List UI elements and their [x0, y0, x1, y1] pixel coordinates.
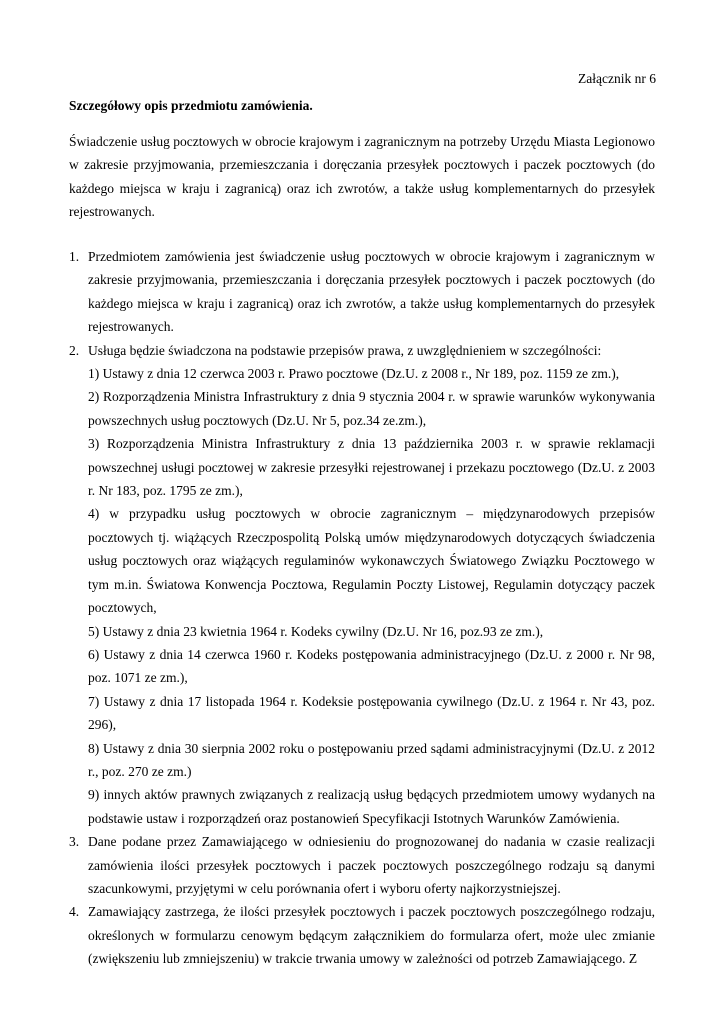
legal-basis-item: 6) Ustawy z dnia 14 czerwca 1960 r. Kodeks postępowania administracyjnego (Dz.U. z 2000 r. Nr 98, poz. 1071 ze zm.),	[88, 646, 655, 686]
list-item-text: Przedmiotem zamówienia jest świadczenie usług pocztowych w obrocie krajowym i zagranicznym w zakresie przyjmowania, przemieszczania i doręczania przesyłek pocztowych i paczek pocztowych (do każdego miejsca w kraju i zagranicą) oraz ich zwrotów, a także usług komplementarnych do przesyłek rejestrowanych.	[88, 249, 655, 335]
legal-basis-item: 5) Ustawy z dnia 23 kwietnia 1964 r. Kodeks cywilny (Dz.U. Nr 16, poz.93 ze zm.),	[88, 623, 544, 639]
list-item-1	[69, 245, 655, 339]
list-item-text: Zamawiający zastrzega, że ilości przesyłek pocztowych i paczek pocztowych poszczególnego rodzaju, określonych w formularzu cenowym będącym załącznikiem do formularza ofert, może ulec zmianie (zwiększeniu lub zmniejszeniu) w trakcie trwania umowy w zależności od potrzeb Zamawiającego. Z	[88, 904, 655, 967]
intro-paragraph: Świadczenie usług pocztowych w obrocie krajowym i zagranicznym na potrzeby Urzędu Miasta Legionowo w zakresie przyjmowania, przemieszczania i doręczania przesyłek pocztowych i paczek pocztowych (do każdego miejsca w kraju i zagranicą) oraz ich zwrotów, a także usług komplementarnych do przesyłek rejestrowanych.	[69, 134, 655, 220]
list-item-number: 2.	[69, 342, 80, 358]
legal-basis-item: 4) w przypadku usług pocztowych w obrocie zagranicznym – międzynarodowych przepisów pocztowych tj. wiążących Rzeczpospolitą Polską umów międzynarodowych dotyczących świadczenia usług pocztowych oraz wiążących regulaminów wykonawczych Światowego Związku Pocztowego w tym m.in. Światowa Konwencja Pocztowa, Regulamin Poczty Listowej, Regulamin dotyczący paczek pocztowych,	[88, 506, 655, 616]
legal-basis-item: 9) innych aktów prawnych związanych z realizacją usług będących przedmiotem umowy wydanych na podstawie ustaw i rozporządzeń oraz postanowień Specyfikacji Istotnych Warunków Zamówienia.	[88, 787, 655, 826]
numbered-list	[69, 245, 655, 971]
legal-basis-item: 1) Ustawy z dnia 12 czerwca 2003 r. Prawo pocztowe (Dz.U. z 2008 r., Nr 189, poz. 1159 ze zm.),	[88, 366, 620, 382]
list-item-2	[69, 339, 655, 831]
list-item-text: Dane podane przez Zamawiającego w odniesieniu do prognozowanej do nadania w czasie realizacji zamówienia ilości przesyłek pocztowych i paczek pocztowych poszczególnego rodzaju są danymi szacunkowymi, przyjętymi w celu porównania ofert i wyboru oferty najkorzystniejszej.	[88, 834, 655, 896]
list-item-4	[69, 900, 655, 970]
legal-basis-item: 2) Rozporządzenia Ministra Infrastruktury z dnia 9 stycznia 2004 r. w sprawie warunków wykonywania powszechnych usług pocztowych (Dz.U. Nr 5, poz.34 ze.zm.),	[88, 389, 655, 428]
annex-label: Załącznik nr 6	[578, 71, 656, 86]
legal-basis-item: 8) Ustawy z dnia 30 sierpnia 2002 roku o postępowaniu przed sądami administracyjnymi (Dz.U. z 2012 r., poz. 270 ze zm.)	[88, 740, 655, 779]
list-item-text: Usługa będzie świadczona na podstawie przepisów prawa, z uwzględnieniem w szczególności:	[88, 342, 602, 358]
document-title: Szczegółowy opis przedmiotu zamówienia.	[69, 98, 313, 113]
list-item-number: 4.	[69, 904, 80, 920]
list-item-3	[69, 830, 655, 900]
legal-basis-item: 7) Ustawy z dnia 17 listopada 1964 r. Kodeksie postępowania cywilnego (Dz.U. z 1964 r. Nr 43, poz. 296),	[88, 693, 655, 733]
list-item-number: 1.	[69, 249, 80, 264]
legal-basis-item: 3) Rozporządzenia Ministra Infrastruktury z dnia 13 października 2003 r. w sprawie reklamacji powszechnej usługi pocztowej w zakresie przesyłki rejestrowanej i przekazu pocztowego (Dz.U. z 2003 r. Nr 183, poz. 1795 ze zm.),	[88, 436, 655, 499]
list-item-number: 3.	[69, 834, 80, 850]
legal-basis-list	[88, 362, 655, 830]
